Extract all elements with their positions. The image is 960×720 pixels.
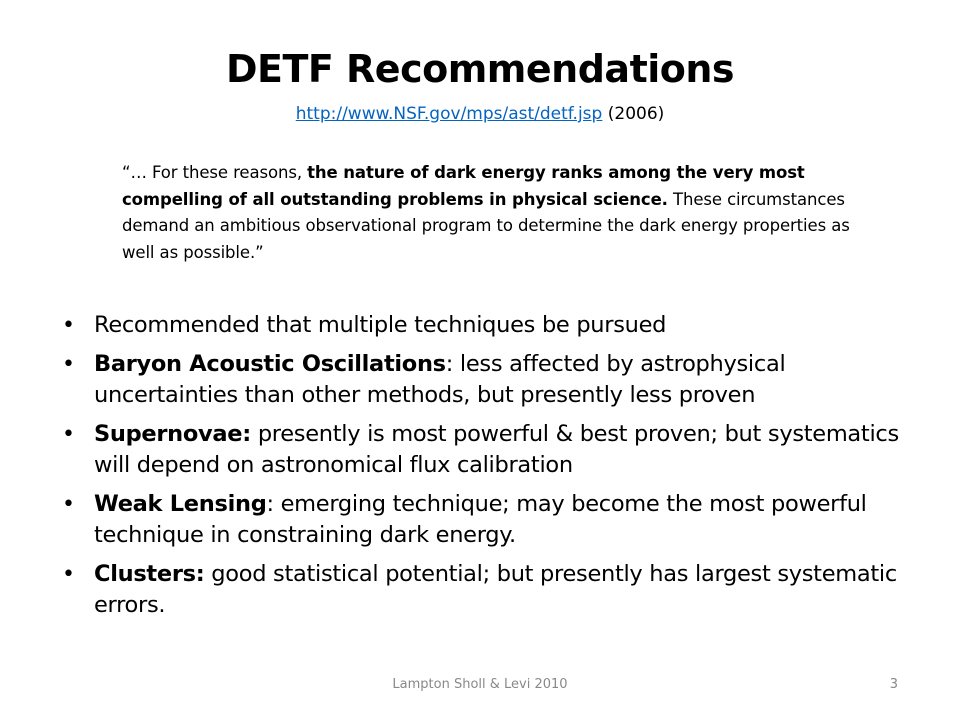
quote-emphasis: the nature of dark energy ranks among the very most compelling of all outstanding problems in physical science. [122, 163, 805, 209]
bullet-text: : emerging technique; may become the most powerful technique in constraining dark energy. [94, 491, 867, 548]
bullet-icon: • [62, 352, 75, 377]
bullet-term: Supernovae: [94, 421, 251, 447]
bullet-text: Recommended that multiple techniques be pursued [94, 312, 667, 338]
quote-conclusion: These circumstances demand an ambitious observational program to determine the dark energy properties as well as possible.” [122, 189, 850, 262]
quote-intro: “… For these reasons, [122, 163, 308, 182]
slide-subtitle [0, 102, 960, 126]
list-item [62, 489, 902, 551]
bullet-icon: • [62, 492, 75, 517]
detf-quote [122, 160, 852, 266]
slide-footer: Lampton Sholl & Levi 2010 [392, 677, 568, 692]
bullet-icon: • [62, 422, 75, 447]
bullet-text: good statistical potential; but presently has largest systematic errors. [94, 561, 897, 618]
bullet-text: presently is most powerful & best proven; but systematics will depend on astronomical flux calibration [94, 421, 899, 478]
link-year: (2006) [602, 104, 665, 124]
slide-title: DETF Recommendations [225, 47, 735, 91]
bullet-term: Clusters: [94, 561, 205, 587]
list-item [62, 349, 902, 411]
list-item [62, 559, 902, 621]
bullet-text: : less affected by astrophysical uncertainties than other methods, but presently less proven [94, 351, 786, 408]
recommendation-list [62, 310, 902, 629]
bullet-term: Weak Lensing [94, 491, 267, 517]
list-item [62, 419, 902, 481]
bullet-icon: • [62, 562, 75, 587]
page-number: 3 [889, 677, 898, 692]
detf-link[interactable]: http://www.NSF.gov/mps/ast/detf.jsp [295, 104, 603, 124]
bullet-icon: • [62, 313, 75, 338]
bullet-term: Baryon Acoustic Oscillations [94, 351, 446, 377]
list-item [62, 310, 902, 341]
